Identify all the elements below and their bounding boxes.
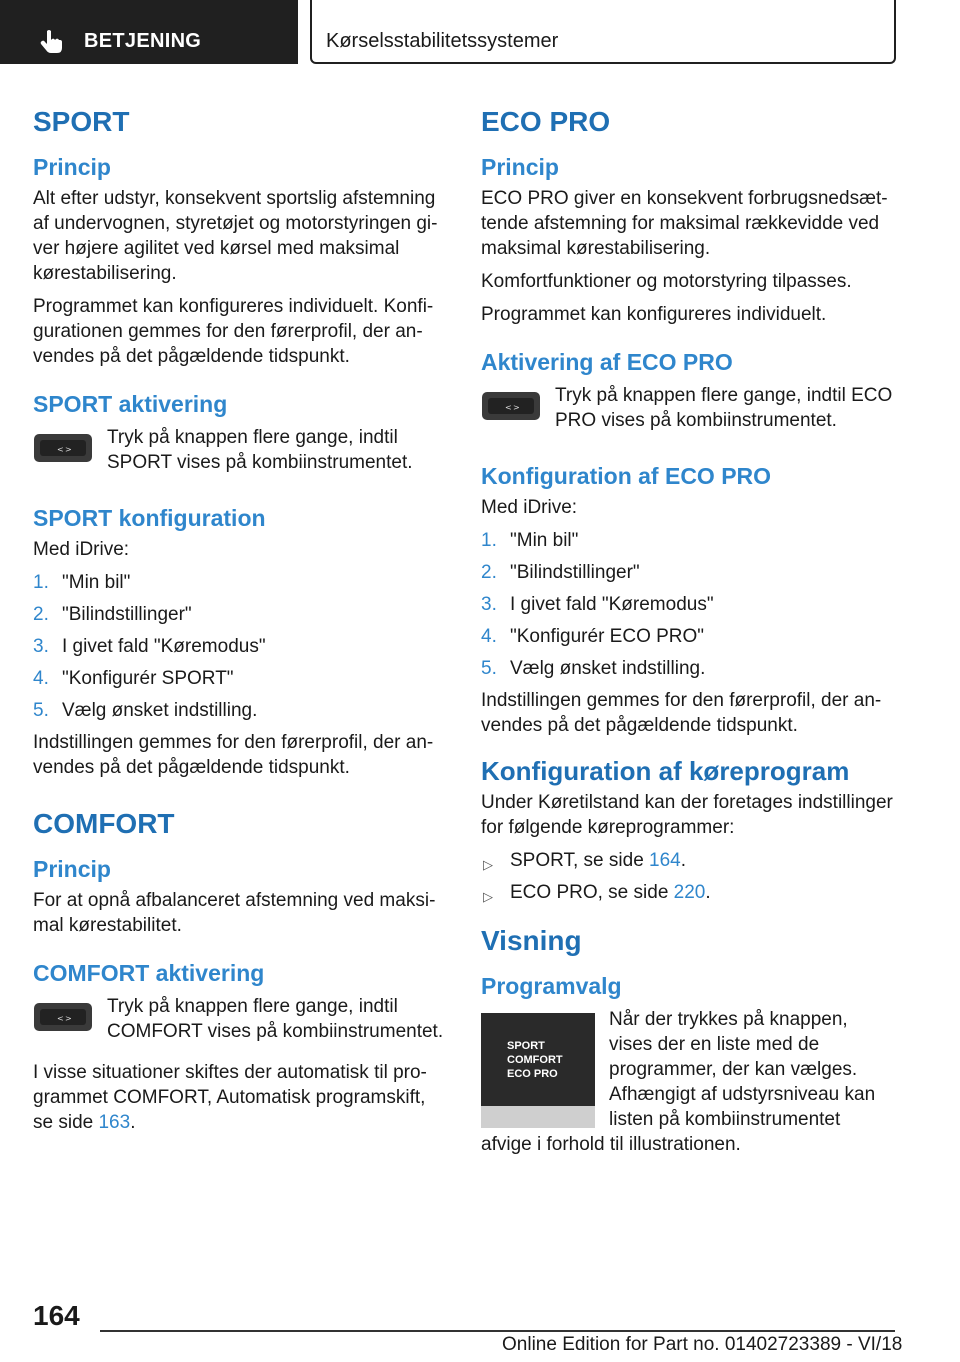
eco-config-heading: Konfiguration af ECO PRO — [481, 463, 772, 489]
list-item: 4. "Konfigurér ECO PRO" — [481, 626, 705, 647]
svg-text:<: < — [57, 445, 64, 454]
driveprog-heading: Konfiguration af køreprogram — [481, 756, 850, 786]
sport-activation-text: Tryk på knappen flere gange, indtil SPORT vises på kombiinstrumentet. — [107, 427, 413, 473]
hand-pointer-icon — [38, 28, 66, 56]
display-title: Visning — [481, 925, 582, 956]
screen-item-comfort: COMFORT — [507, 1054, 563, 1066]
sport-title: SPORT — [33, 106, 130, 137]
eco-activation-text: Tryk på knappen flere gange, indtil ECO PRO vises på kombiinstrumentet. — [555, 385, 893, 431]
list-item: 1. "Min bil" — [33, 572, 131, 593]
drive-mode-button-icon — [33, 1002, 93, 1032]
sport-activation-heading: SPORT aktivering — [33, 391, 228, 417]
list-item: 3. I givet fald "Køremodus" — [33, 636, 266, 657]
chapter-tab — [0, 0, 298, 64]
list-item: 2. "Bilindstillinger" — [481, 562, 640, 583]
triangle-bullet-icon: ▷ — [483, 857, 493, 872]
eco-principle-text-3: Programmet kan konfigureres individuelt. — [481, 304, 827, 325]
eco-activation-block — [481, 383, 895, 433]
list-item: 2. "Bilindstillinger" — [33, 604, 192, 625]
comfort-note: I visse situationer skiftes der automatisk til programmet COMFORT, Automatisk programskift, se side 163. — [33, 1062, 427, 1133]
footer-divider — [100, 1330, 895, 1332]
breadcrumb-text: Kørselsstabilitetssystemer — [326, 30, 559, 52]
sport-config-intro: Med iDrive: — [33, 539, 130, 560]
sport-config-heading: SPORT konfiguration — [33, 505, 266, 531]
sport-activation-block — [33, 425, 445, 475]
eco-config-after: Indstillingen gemmes for den førerprofil, der anvendes på det pågældende tidspunkt. — [481, 690, 882, 736]
eco-principle-heading: Princip — [481, 154, 559, 180]
comfort-activation-heading: COMFORT aktivering — [33, 960, 265, 986]
page-link-164[interactable]: 164 — [649, 850, 681, 871]
comfort-principle-text: For at opnå afbalanceret afstemning ved maksimal kørestabilitet. — [33, 890, 436, 936]
eco-config-intro: Med iDrive: — [481, 497, 578, 518]
svg-text:<: < — [505, 403, 512, 412]
program-block — [481, 1007, 895, 1157]
chapter-title: BETJENING — [84, 30, 202, 52]
sport-config-steps — [33, 570, 445, 723]
sport-principle-text-1: Alt efter udstyr, konsekvent sportslig afstemning af undervognen, styretøjet og motorstyringen giver højere agilitet ved kørsel med maksimal kørestabilisering. — [33, 188, 438, 284]
list-item: 1. "Min bil" — [481, 530, 579, 551]
eco-principle-text-2: Komfortfunktioner og motorstyring tilpasses. — [481, 271, 852, 292]
footer-edition: Online Edition for Part no. 01402723389 - VI/18 — [502, 1334, 903, 1355]
svg-text:>: > — [65, 445, 72, 454]
svg-text:>: > — [513, 403, 520, 412]
comfort-activation-block — [33, 994, 445, 1044]
left-column — [33, 100, 445, 1135]
drive-mode-button-icon — [481, 391, 541, 421]
sport-config-after: Indstillingen gemmes for den førerprofil, der anvendes på det pågældende tidspunkt. — [33, 732, 434, 778]
list-item: 5. Vælg ønsket indstilling. — [481, 658, 706, 679]
eco-activation-heading: Aktivering af ECO PRO — [481, 349, 733, 375]
triangle-bullet-icon: ▷ — [483, 889, 493, 904]
program-list-screen-illustration — [481, 1013, 595, 1128]
drive-mode-button-icon — [33, 433, 93, 463]
page-link-220[interactable]: 220 — [673, 882, 706, 903]
program-heading: Programvalg — [481, 973, 622, 999]
right-column — [481, 100, 895, 1157]
comfort-activation-text: Tryk på knappen flere gange, indtil COMFORT vises på kombiinstrumentet. — [107, 996, 444, 1042]
sport-principle-text-2: Programmet kan konfigureres individuelt. Konfigurationen gemmes for den førerprofil, der anvendes på det pågældende tidspunkt. — [33, 296, 434, 367]
program-text: Når der trykkes på knappen, vises der en liste med de programmer, der kan vælges. Afhængigt af udstyrsniveau kan listen på kombiinstrumentet afvige i forhold til illustrationen. — [481, 1009, 876, 1155]
eco-config-steps — [481, 528, 895, 681]
page-number: 164 — [33, 1300, 80, 1331]
breadcrumb — [310, 0, 896, 64]
screen-item-eco-pro: ECO PRO — [507, 1068, 558, 1080]
list-item: 4. "Konfigurér SPORT" — [33, 668, 234, 689]
page-link-163[interactable]: 163 — [98, 1112, 131, 1133]
svg-text:>: > — [65, 1014, 72, 1023]
driveprog-list — [481, 848, 895, 905]
list-item: ▷ SPORT, se side 164. — [481, 848, 895, 873]
eco-title: ECO PRO — [481, 106, 611, 137]
list-item: 3. I givet fald "Køremodus" — [481, 594, 714, 615]
svg-text:<: < — [57, 1014, 64, 1023]
comfort-title: COMFORT — [33, 808, 175, 839]
sport-principle-heading: Princip — [33, 154, 111, 180]
driveprog-intro: Under Køretilstand kan der foretages indstillinger for følgende køreprogrammer: — [481, 792, 893, 838]
screen-item-sport: SPORT — [507, 1040, 545, 1052]
list-item: ▷ ECO PRO, se side 220. — [481, 880, 895, 905]
list-item: 5. Vælg ønsket indstilling. — [33, 700, 258, 721]
eco-principle-text-1: ECO PRO giver en konsekvent forbrugsnedsættende afstemning for maksimal rækkevidde ved maksimal kørestabilisering. — [481, 188, 888, 259]
comfort-principle-heading: Princip — [33, 856, 111, 882]
